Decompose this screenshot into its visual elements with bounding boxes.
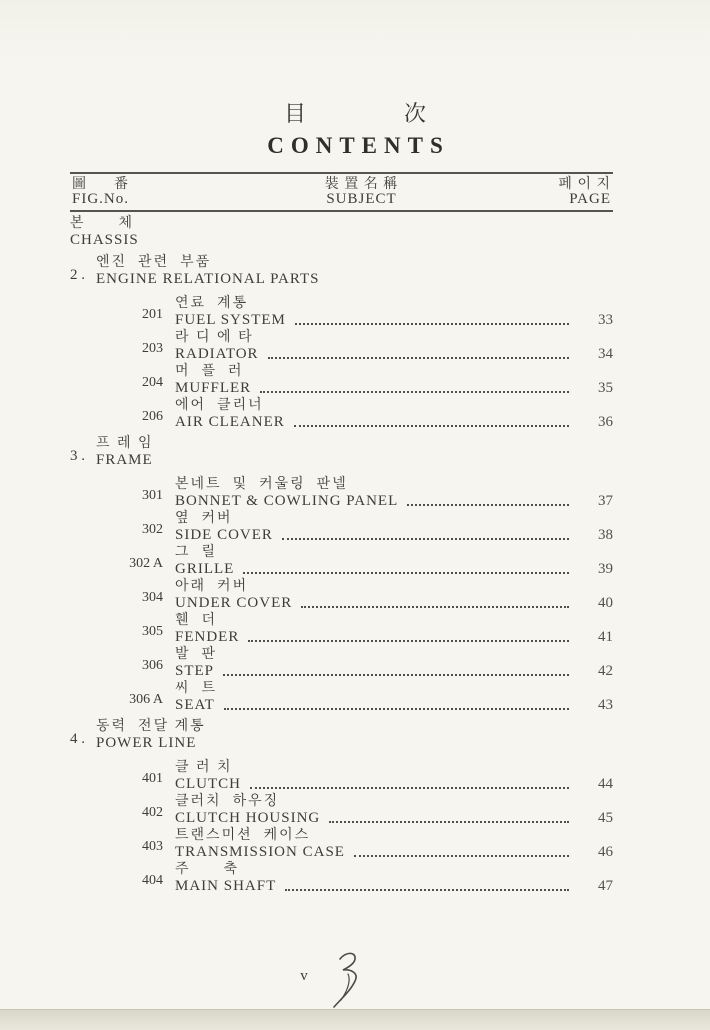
- item-title-english: FENDER: [175, 629, 240, 645]
- dot-leader: [294, 425, 569, 427]
- page-title: CONTENTS: [267, 133, 450, 158]
- fig-number: 206: [142, 409, 163, 424]
- dot-leader: [250, 787, 569, 789]
- item-title-english: CLUTCH HOUSING: [175, 810, 321, 826]
- dot-leader: [260, 391, 569, 393]
- section-title-korean: 엔진 관련 부품: [96, 255, 212, 270]
- entry-titles: [175, 477, 613, 509]
- fig-number: 301: [142, 488, 163, 503]
- fig-number: 204: [142, 375, 163, 390]
- entry-titles: [175, 511, 613, 543]
- page-title-cjk: [0, 0, 710, 128]
- fig-number: 305: [142, 624, 163, 639]
- toc-entry: [70, 828, 613, 860]
- section-titles: [96, 436, 154, 469]
- item-page-number: 43: [598, 697, 613, 713]
- item-title-korean: 본네트 및 커울링 판넬: [175, 477, 348, 492]
- section-number: 2 .: [70, 267, 85, 283]
- section-titles: [96, 255, 320, 288]
- dot-leader: [295, 323, 569, 325]
- fig-number: 302 A: [129, 556, 163, 571]
- item-page-number: 40: [598, 595, 613, 611]
- item-title-english: MAIN SHAFT: [175, 878, 277, 894]
- section-title-english: CHASSIS: [70, 232, 139, 248]
- item-title-korean: 연료 계통: [175, 296, 249, 311]
- entry-titles: [175, 330, 613, 362]
- entry-titles: [175, 794, 613, 826]
- item-title-korean: 아래 커버: [175, 579, 249, 594]
- item-page-number: 39: [598, 561, 613, 577]
- fig-number: 404: [142, 873, 163, 888]
- entry-titles: [175, 579, 613, 611]
- toc-entry: [70, 330, 613, 362]
- item-title-english: CLUTCH: [175, 776, 241, 792]
- item-english-line: [175, 527, 613, 543]
- dot-leader: [407, 504, 569, 506]
- dot-leader: [268, 357, 569, 359]
- section-title-korean: 본 체: [70, 216, 135, 231]
- item-english-line: [175, 629, 613, 645]
- item-title-korean: 발 판: [175, 647, 218, 662]
- dot-leader: [223, 674, 569, 676]
- item-english-line: [175, 776, 613, 792]
- header-fig-cjk: 圖 番: [72, 177, 129, 192]
- fig-number: 401: [142, 771, 163, 786]
- item-title-english: STEP: [175, 663, 215, 679]
- fig-number: 201: [142, 307, 163, 322]
- scan-edge-artifact: [0, 1009, 710, 1030]
- toc-entry: [70, 364, 613, 396]
- item-english-line: [175, 380, 613, 396]
- dot-leader: [285, 889, 569, 891]
- fig-number: 402: [142, 805, 163, 820]
- header-page-cjk: 페 이 지: [558, 177, 611, 192]
- dot-leader: [243, 572, 569, 574]
- section-titles: [96, 719, 206, 752]
- toc-entry: [70, 296, 613, 328]
- section-heading: [70, 719, 613, 752]
- item-page-number: 36: [598, 414, 613, 430]
- section-title-english: ENGINE RELATIONAL PARTS: [96, 271, 320, 287]
- fig-number: 306 A: [129, 692, 163, 707]
- entry-titles: [175, 647, 613, 679]
- item-page-number: 46: [598, 844, 613, 860]
- item-title-english: SEAT: [175, 697, 215, 713]
- header-col-page: [491, 177, 611, 207]
- item-page-number: 45: [598, 810, 613, 826]
- item-page-number: 33: [598, 312, 613, 328]
- item-title-english: MUFFLER: [175, 380, 252, 396]
- item-title-english: SIDE COVER: [175, 527, 273, 543]
- toc-entry: [70, 613, 613, 645]
- item-english-line: [175, 312, 613, 328]
- item-title-english: AIR CLEANER: [175, 414, 285, 430]
- item-title-korean: 씨 트: [175, 681, 218, 696]
- item-page-number: 34: [598, 346, 613, 362]
- item-page-number: 42: [598, 663, 613, 679]
- item-title-english: RADIATOR: [175, 346, 259, 362]
- item-page-number: 44: [598, 776, 613, 792]
- item-title-english: TRANSMISSION CASE: [175, 844, 345, 860]
- item-title-english: BONNET & COWLING PANEL: [175, 493, 399, 509]
- item-english-line: [175, 346, 613, 362]
- handwritten-page-number: [328, 938, 366, 1008]
- title-cjk-right: 次: [404, 101, 427, 126]
- entry-titles: [175, 828, 613, 860]
- entry-titles: [175, 545, 613, 577]
- dot-leader: [248, 640, 569, 642]
- item-english-line: [175, 414, 613, 430]
- toc-entry: [70, 794, 613, 826]
- entry-titles: [175, 681, 613, 713]
- section-title-korean: 프 레 임: [96, 436, 154, 451]
- section-heading: [70, 216, 613, 249]
- entry-titles: [175, 296, 613, 328]
- toc-entry: [70, 681, 613, 713]
- item-title-korean: 주 축: [175, 862, 240, 877]
- item-page-number: 37: [598, 493, 613, 509]
- item-title-korean: 그 릴: [175, 545, 218, 560]
- item-title-korean: 클 러 치: [175, 760, 233, 775]
- fig-number: 403: [142, 839, 163, 854]
- item-page-number: 35: [598, 380, 613, 396]
- section-title-english: FRAME: [96, 452, 153, 468]
- section-heading: [70, 255, 613, 288]
- table-header: [70, 172, 613, 212]
- entry-titles: [175, 364, 613, 396]
- dot-leader: [329, 821, 569, 823]
- item-title-korean: 머 플 러: [175, 364, 244, 379]
- item-title-english: FUEL SYSTEM: [175, 312, 286, 328]
- item-title-english: UNDER COVER: [175, 595, 293, 611]
- toc-entry: [70, 760, 613, 792]
- table-body: [70, 216, 613, 894]
- toc-entry: [70, 477, 613, 509]
- header-col-subject: [232, 177, 491, 207]
- contents-table: [70, 172, 613, 894]
- item-english-line: [175, 561, 613, 577]
- item-english-line: [175, 878, 613, 894]
- fig-number: 203: [142, 341, 163, 356]
- item-title-korean: 클러치 하우징: [175, 794, 280, 809]
- dot-leader: [354, 855, 569, 857]
- dot-leader: [282, 538, 569, 540]
- item-title-korean: 휀 더: [175, 613, 218, 628]
- item-title-korean: 라 디 에 타: [175, 330, 254, 345]
- section-number: 4 .: [70, 731, 85, 747]
- item-page-number: 38: [598, 527, 613, 543]
- fig-number: 304: [142, 590, 163, 605]
- title-cjk-left: 目: [283, 101, 306, 126]
- item-title-english: GRILLE: [175, 561, 235, 577]
- dot-leader: [301, 606, 569, 608]
- entry-titles: [175, 760, 613, 792]
- dot-leader: [224, 708, 569, 710]
- page-number-roman: v: [300, 967, 308, 984]
- entry-titles: [175, 398, 613, 430]
- item-title-korean: 옆 커버: [175, 511, 233, 526]
- handwritten-3-mark: [328, 950, 366, 1008]
- page-footer: [0, 938, 688, 1008]
- toc-entry: [70, 579, 613, 611]
- fig-number: 302: [142, 522, 163, 537]
- item-page-number: 41: [598, 629, 613, 645]
- toc-entry: [70, 647, 613, 679]
- header-subject-cjk: 裝 置 名 稱: [324, 177, 399, 192]
- item-english-line: [175, 493, 613, 509]
- header-subject-label: SUBJECT: [326, 191, 397, 207]
- fig-number: 306: [142, 658, 163, 673]
- section-heading: [70, 436, 613, 469]
- toc-entry: [70, 862, 613, 894]
- section-title-english: POWER LINE: [96, 735, 197, 751]
- toc-entry: [70, 545, 613, 577]
- toc-entry: [70, 398, 613, 430]
- item-english-line: [175, 663, 613, 679]
- section-title-korean: 동력 전달 계통: [96, 719, 206, 734]
- item-english-line: [175, 595, 613, 611]
- header-fig-label: FIG.No.: [72, 191, 130, 207]
- header-col-fig: [72, 177, 232, 207]
- item-title-korean: 에어 클리너: [175, 398, 264, 413]
- header-page-label: PAGE: [569, 191, 611, 207]
- item-english-line: [175, 844, 613, 860]
- toc-entry: [70, 511, 613, 543]
- item-page-number: 47: [598, 878, 613, 894]
- section-number: 3 .: [70, 448, 85, 464]
- section-titles: [70, 216, 139, 249]
- item-english-line: [175, 697, 613, 713]
- item-title-korean: 트랜스미션 케이스: [175, 828, 311, 843]
- item-english-line: [175, 810, 613, 826]
- entry-titles: [175, 613, 613, 645]
- entry-titles: [175, 862, 613, 894]
